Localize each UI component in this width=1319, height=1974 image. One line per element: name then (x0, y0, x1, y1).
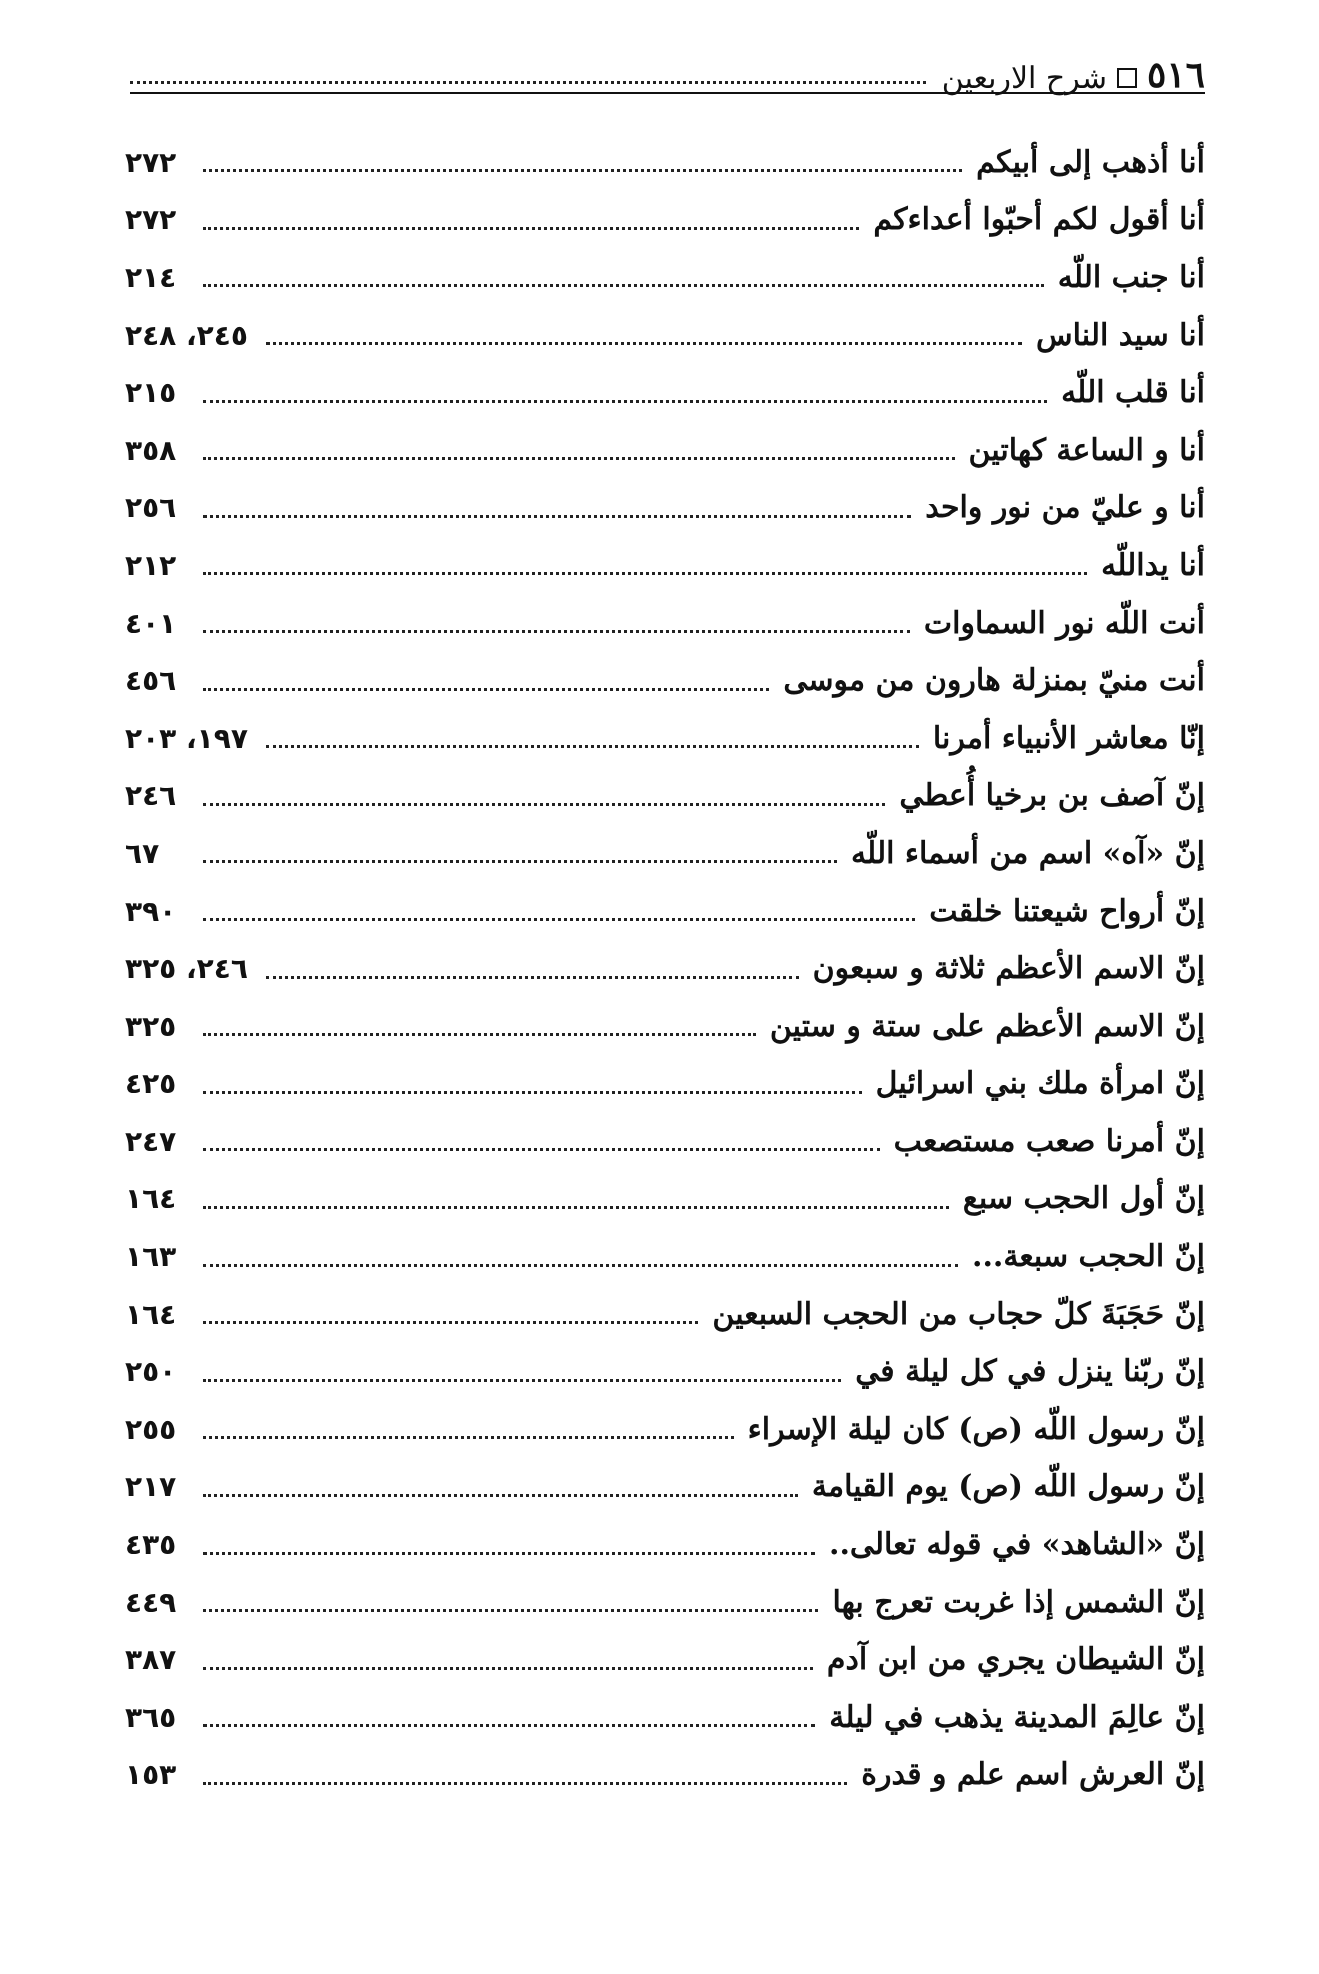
index-entry (125, 595, 1205, 653)
dot-leader (203, 400, 1047, 403)
entry-pages: ٢٧٢ (125, 203, 177, 237)
dot-leader (203, 1609, 818, 1612)
entry-text: إنّ ربّنا ينزل في كل ليلة في (855, 1354, 1205, 1390)
index-entry (125, 825, 1205, 883)
entry-text: إنّ عالِمَ المدينة يذهب في ليلة (829, 1699, 1205, 1735)
index-entry (125, 1459, 1205, 1517)
index-entry (125, 1689, 1205, 1747)
entry-text: إنّا معاشر الأنبياء أمرنا (932, 720, 1205, 756)
entry-pages: ٢١٢ (125, 548, 177, 582)
index-entry (125, 422, 1205, 480)
entry-pages: ٢٧٢ (125, 145, 177, 179)
entry-text: أنا قلب اللّه (1061, 375, 1205, 411)
index-entry (125, 710, 1205, 768)
entry-pages: ٤٥٦ (125, 664, 177, 698)
index-entry (125, 249, 1205, 307)
dot-leader (203, 1436, 734, 1439)
book-title: شرح الاربعين (941, 61, 1107, 96)
index-entry (125, 364, 1205, 422)
entry-text: أنا أقول لكم أحبّوا أعداءكم (873, 202, 1205, 238)
entry-pages: ٢٥٦ (125, 491, 177, 525)
entry-pages: ٦٧ (125, 836, 160, 870)
index-entry (125, 1574, 1205, 1632)
dot-leader (203, 688, 769, 691)
index-entry (125, 768, 1205, 826)
dot-leader (203, 1091, 862, 1094)
index-entry (125, 1228, 1205, 1286)
entry-text: أنا سيد الناس (1036, 317, 1205, 353)
page-number: ٥١٦ (1146, 54, 1205, 96)
entry-text: إنّ «الشاهد» في قوله تعالى.. (829, 1527, 1205, 1563)
entry-pages: ٣٥٨ (125, 433, 177, 467)
entry-text: إنّ الشيطان يجري من ابن آدم (826, 1642, 1205, 1678)
index-entry (125, 1286, 1205, 1344)
index-entry (125, 940, 1205, 998)
entry-pages: ١٦٤ (125, 1297, 177, 1331)
entry-pages: ٣٩٠ (125, 894, 177, 928)
entry-pages: ٢٥٠ (125, 1355, 177, 1389)
header-square-icon (1117, 68, 1137, 88)
dot-leader (203, 515, 911, 518)
running-header (130, 38, 1205, 96)
dot-leader (266, 342, 1022, 345)
index-entry (125, 307, 1205, 365)
entry-pages: ١٦٤ (125, 1182, 177, 1216)
entry-text: إنّ الاسم الأعظم على ستة و ستين (769, 1008, 1205, 1044)
entry-text: إنّ أول الحجب سبع (962, 1181, 1205, 1217)
index-entry (125, 652, 1205, 710)
entry-pages: ٣٦٥ (125, 1700, 177, 1734)
dot-leader (203, 284, 1044, 287)
entry-text: إنّ رسول اللّه (ص) كان ليلة الإسراء (747, 1411, 1205, 1447)
entry-text: إنّ الاسم الأعظم ثلاثة و سبعون (812, 951, 1205, 987)
dot-leader (203, 918, 915, 921)
entry-pages: ٢٤٦، ٣٢٥ (125, 952, 248, 986)
dot-leader (203, 1033, 756, 1036)
entry-text: إنّ آصف بن برخيا أُعطي (899, 778, 1205, 814)
dot-leader (203, 572, 1087, 575)
dot-leader (203, 860, 837, 863)
entry-pages: ٤٤٩ (125, 1585, 177, 1619)
dot-leader (203, 457, 955, 460)
index-entry (125, 1401, 1205, 1459)
index-entry (125, 1343, 1205, 1401)
dot-leader (203, 1724, 815, 1727)
dot-leader (203, 1206, 949, 1209)
dot-leader (203, 1321, 698, 1324)
entry-pages: ٤٣٥ (125, 1528, 177, 1562)
dot-leader (266, 745, 919, 748)
index-entry (125, 1171, 1205, 1229)
entry-text: إنّ العرش اسم علم و قدرة (861, 1757, 1205, 1793)
entry-text: إنّ امرأة ملك بني اسرائيل (875, 1066, 1205, 1102)
index-entry (125, 1631, 1205, 1689)
entry-pages: ٣٨٧ (125, 1643, 177, 1677)
entry-pages: ١٦٣ (125, 1240, 177, 1274)
entry-text: أنا يداللّه (1101, 547, 1205, 583)
index-entry (125, 883, 1205, 941)
entry-text: أنا أذهب إلى أبيكم (976, 144, 1205, 180)
entry-text: إنّ الشمس إذا غربت تعرج بها (832, 1584, 1205, 1620)
entry-pages: ٢٤٦ (125, 779, 177, 813)
entry-pages: ١٥٣ (125, 1758, 177, 1792)
index-entry (125, 537, 1205, 595)
entry-text: أنا و الساعة كهاتين (968, 432, 1205, 468)
index-entry (125, 1113, 1205, 1171)
entry-text: أنت منيّ بمنزلة هارون من موسى (783, 663, 1205, 699)
dot-leader (203, 1667, 813, 1670)
dot-leader (203, 1552, 815, 1555)
entry-pages: ٢١٧ (125, 1470, 177, 1504)
entry-text: إنّ أمرنا صعب مستصعب (893, 1123, 1205, 1159)
index-entry (125, 480, 1205, 538)
dot-leader (203, 227, 859, 230)
entry-text: إنّ «آه» اسم من أسماء اللّه (850, 835, 1205, 871)
entry-text: إنّ رسول اللّه (ص) يوم القيامة (811, 1469, 1205, 1505)
index-entry (125, 1747, 1205, 1805)
dot-leader (203, 1782, 847, 1785)
hadith-index-list (125, 134, 1205, 1804)
index-entry (125, 134, 1205, 192)
index-entry (125, 1516, 1205, 1574)
dot-leader (266, 976, 799, 979)
dot-leader (203, 169, 962, 172)
index-entry (125, 192, 1205, 250)
entry-pages: ٣٢٥ (125, 1009, 177, 1043)
entry-pages: ٤٠١ (125, 606, 177, 640)
entry-pages: ٢٥٥ (125, 1412, 177, 1446)
dot-leader (203, 630, 910, 633)
dot-leader (203, 1494, 798, 1497)
dot-leader (203, 1148, 880, 1151)
entry-pages: ٢١٤ (125, 260, 177, 294)
entry-pages: ٢١٥ (125, 376, 177, 410)
entry-text: أنا جنب اللّه (1057, 259, 1205, 295)
entry-pages: ٤٢٥ (125, 1067, 177, 1101)
index-entry (125, 1056, 1205, 1114)
dot-leader (203, 1264, 958, 1267)
dot-leader (203, 1379, 841, 1382)
entry-text: إنّ الحجب سبعة... (972, 1239, 1205, 1275)
header-rule (130, 92, 1205, 94)
entry-pages: ٢٤٧ (125, 1124, 177, 1158)
entry-pages: ٢٤٥، ٢٤٨ (125, 318, 248, 352)
entry-text: أنت اللّه نور السماوات (923, 605, 1205, 641)
header-dot-leader (130, 81, 926, 84)
entry-text: أنا و عليّ من نور واحد (925, 490, 1205, 526)
index-entry (125, 998, 1205, 1056)
entry-text: إنّ أرواح شيعتنا خلقت (929, 893, 1205, 929)
entry-pages: ١٩٧، ٢٠٣ (125, 721, 248, 755)
dot-leader (203, 803, 885, 806)
entry-text: إنّ حَجَبَةَ كلّ حجاب من الحجب السبعين (712, 1296, 1205, 1332)
